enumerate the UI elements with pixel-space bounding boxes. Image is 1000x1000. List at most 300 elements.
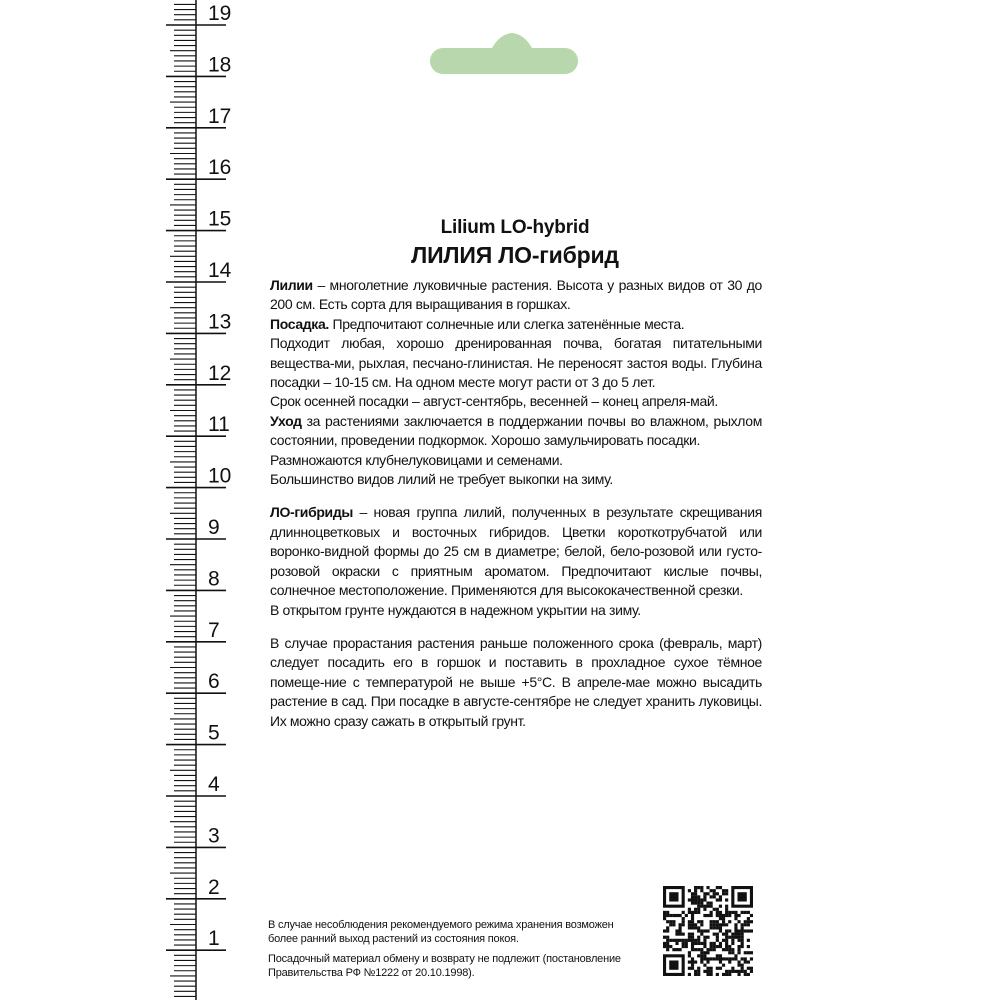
care-text: за растениями заключается в поддержании почвы во влажном, рыхлом состоянии, проведении подкормок. Хорошо замульчировать посадки. — [270, 412, 762, 449]
qr-module — [679, 948, 682, 951]
qr-module — [725, 936, 728, 939]
qr-module — [688, 936, 691, 939]
qr-module — [682, 917, 685, 920]
qr-module — [725, 970, 728, 973]
qr-module — [719, 911, 722, 914]
qr-module — [713, 889, 716, 892]
qr-module — [700, 920, 703, 923]
qr-module — [710, 957, 713, 960]
qr-module — [691, 936, 694, 939]
paragraph-winter: Большинство видов лилий не требует выкопки на зиму. — [270, 471, 613, 488]
qr-module — [737, 920, 740, 923]
qr-module — [722, 914, 725, 917]
qr-module — [734, 954, 737, 957]
qr-module — [731, 970, 734, 973]
qr-module — [731, 942, 734, 945]
ruler-label: 2 — [208, 875, 220, 899]
qr-module — [725, 892, 728, 895]
qr-module — [710, 970, 713, 973]
qr-module — [688, 933, 691, 936]
qr-module — [728, 948, 731, 951]
ruler-label: 9 — [208, 516, 220, 539]
qr-module — [710, 889, 713, 892]
qr-module — [710, 926, 713, 929]
qr-module — [731, 933, 734, 936]
qr-module — [725, 923, 728, 926]
qr-module — [679, 939, 682, 942]
qr-module — [722, 933, 725, 936]
qr-module — [728, 911, 731, 914]
qr-finder — [669, 892, 678, 901]
qr-module — [716, 973, 719, 976]
qr-module — [747, 923, 750, 926]
russian-name: ЛИЛИЯ ЛО-гибрид — [411, 242, 619, 268]
qr-module — [710, 920, 713, 923]
qr-module — [706, 914, 709, 917]
qr-module — [703, 964, 706, 967]
qr-module — [688, 951, 691, 954]
qr-module — [703, 898, 706, 901]
qr-module — [737, 914, 740, 917]
qr-module — [725, 939, 728, 942]
qr-module — [719, 929, 722, 932]
qr-module — [675, 948, 678, 951]
qr-module — [675, 939, 678, 942]
qr-module — [719, 945, 722, 948]
qr-module — [697, 908, 700, 911]
qr-module — [719, 926, 722, 929]
qr-module — [706, 957, 709, 960]
qr-module — [688, 908, 691, 911]
qr-module — [713, 892, 716, 895]
qr-module — [697, 936, 700, 939]
qr-module — [741, 967, 744, 970]
qr-module — [666, 936, 669, 939]
paragraph-planting-time: Срок осенней посадки – август-сентябрь, весенней – конец апреля-май. — [270, 393, 718, 410]
qr-module — [741, 964, 744, 967]
qr-module — [675, 929, 678, 932]
qr-module — [713, 920, 716, 923]
qr-module — [706, 936, 709, 939]
qr-module — [694, 960, 697, 963]
qr-module — [691, 967, 694, 970]
qr-module — [691, 902, 694, 905]
qr-module — [679, 926, 682, 929]
ruler-label: 19 — [208, 2, 232, 25]
qr-module — [675, 942, 678, 945]
qr-module — [728, 970, 731, 973]
qr-module — [710, 948, 713, 951]
qr-module — [688, 967, 691, 970]
qr-module — [747, 917, 750, 920]
qr-module — [688, 973, 691, 976]
qr-module — [737, 945, 740, 948]
qr-module — [744, 973, 747, 976]
paragraph-soil: Подходит любая, хорошо дренированная почва, богатая питательными вещества-ми, рыхлая, песчано-глинистая. Не переносят застоя воды. Глубина посадки – 10-15 см. На одном месте могут расти от 3 до 5 лет. — [270, 335, 762, 391]
qr-module — [734, 929, 737, 932]
qr-module — [700, 954, 703, 957]
paragraph-lo-hybrids — [270, 503, 762, 600]
qr-module — [728, 951, 731, 954]
qr-module — [694, 923, 697, 926]
qr-module — [719, 942, 722, 945]
qr-module — [663, 929, 666, 932]
qr-module — [703, 908, 706, 911]
qr-module — [737, 964, 740, 967]
qr-module — [728, 914, 731, 917]
qr-module — [731, 967, 734, 970]
qr-module — [725, 889, 728, 892]
qr-module — [722, 973, 725, 976]
qr-module — [672, 920, 675, 923]
qr-module — [700, 951, 703, 954]
qr-finder — [737, 892, 746, 901]
qr-module — [747, 945, 750, 948]
qr-module — [731, 957, 734, 960]
qr-module — [710, 902, 713, 905]
qr-module — [694, 892, 697, 895]
qr-module — [737, 948, 740, 951]
qr-module — [685, 942, 688, 945]
qr-module — [734, 914, 737, 917]
qr-module — [706, 902, 709, 905]
qr-module — [703, 905, 706, 908]
qr-module — [713, 926, 716, 929]
qr-module — [741, 933, 744, 936]
qr-module — [691, 923, 694, 926]
qr-module — [691, 895, 694, 898]
qr-module — [675, 914, 678, 917]
qr-module — [747, 967, 750, 970]
qr-module — [750, 920, 753, 923]
ruler-label: 6 — [208, 670, 220, 694]
qr-module — [697, 942, 700, 945]
qr-module — [710, 923, 713, 926]
qr-module — [679, 923, 682, 926]
qr-module — [666, 948, 669, 951]
qr-module — [700, 948, 703, 951]
qr-module — [741, 936, 744, 939]
qr-module — [737, 973, 740, 976]
qr-module — [716, 898, 719, 901]
qr-module — [722, 892, 725, 895]
qr-module — [725, 929, 728, 932]
qr-module — [691, 933, 694, 936]
qr-module — [697, 902, 700, 905]
qr-module — [716, 954, 719, 957]
qr-module — [722, 948, 725, 951]
qr-module — [669, 914, 672, 917]
qr-module — [713, 908, 716, 911]
qr-module — [666, 911, 669, 914]
qr-module — [719, 954, 722, 957]
hang-tab-icon — [420, 30, 588, 76]
qr-module — [697, 929, 700, 932]
qr-module — [722, 889, 725, 892]
qr-module — [663, 936, 666, 939]
qr-module — [747, 920, 750, 923]
qr-module — [716, 920, 719, 923]
qr-module — [706, 951, 709, 954]
qr-module — [700, 905, 703, 908]
qr-module — [694, 926, 697, 929]
qr-code-icon[interactable] — [663, 886, 753, 976]
qr-module — [691, 914, 694, 917]
qr-module — [697, 939, 700, 942]
qr-module — [703, 929, 706, 932]
qr-module — [672, 939, 675, 942]
product-title-block — [268, 216, 762, 270]
qr-module — [688, 939, 691, 942]
ruler-label: 5 — [208, 721, 220, 745]
qr-module — [710, 911, 713, 914]
qr-module — [666, 942, 669, 945]
ruler-label: 11 — [208, 413, 230, 437]
qr-module — [688, 889, 691, 892]
ruler-label: 15 — [208, 207, 232, 231]
paragraph-care — [270, 412, 762, 451]
qr-module — [725, 945, 728, 948]
paragraph-shelter: В открытом грунте нуждаются в надежном укрытии на зиму. — [270, 601, 641, 618]
qr-module — [716, 933, 719, 936]
qr-module — [731, 939, 734, 942]
qr-module — [700, 929, 703, 932]
qr-module — [697, 898, 700, 901]
qr-module — [744, 957, 747, 960]
lo-hybrids-text: – новая группа лилий, полученных в результате скрещивания длинноцветковых и восточных гибридов. Цветки короткотрубчатой или воронко-видной формы до 25 см в диаметре; белой, бело-розовой или густо-розовой окраски с приятным ароматом. Предпочитают кислые почвы, солнечное местоположение. Применяются для высококачественной срезки. — [270, 504, 762, 599]
qr-module — [688, 898, 691, 901]
qr-module — [737, 960, 740, 963]
storage-note: В случае несоблюдения рекомендуемого режима хранения возможен более ранний выход растений из состояния покоя. — [268, 919, 614, 945]
qr-module — [747, 929, 750, 932]
qr-module — [694, 889, 697, 892]
qr-module — [703, 914, 706, 917]
ruler-label: 17 — [208, 104, 232, 128]
qr-module — [697, 920, 700, 923]
qr-module — [682, 939, 685, 942]
qr-module — [700, 898, 703, 901]
ruler-label: 18 — [208, 53, 232, 77]
paragraph-propagation: Размножаются клубнелуковицами и семенами. — [270, 451, 563, 468]
qr-module — [725, 948, 728, 951]
qr-module — [716, 892, 719, 895]
qr-module — [663, 942, 666, 945]
qr-module — [682, 945, 685, 948]
footer-notes — [268, 918, 628, 986]
qr-module — [700, 942, 703, 945]
qr-module — [700, 889, 703, 892]
qr-module — [697, 895, 700, 898]
qr-module — [700, 957, 703, 960]
qr-module — [737, 939, 740, 942]
qr-module — [672, 923, 675, 926]
qr-module — [688, 926, 691, 929]
qr-module — [694, 886, 697, 889]
qr-module — [744, 929, 747, 932]
qr-module — [722, 939, 725, 942]
qr-module — [716, 886, 719, 889]
qr-module — [728, 920, 731, 923]
qr-module — [737, 970, 740, 973]
qr-module — [716, 939, 719, 942]
qr-module — [706, 905, 709, 908]
qr-module — [719, 957, 722, 960]
qr-module — [700, 960, 703, 963]
qr-module — [691, 960, 694, 963]
qr-module — [697, 926, 700, 929]
qr-module — [731, 951, 734, 954]
qr-module — [706, 970, 709, 973]
qr-module — [716, 957, 719, 960]
qr-module — [744, 923, 747, 926]
qr-module — [734, 936, 737, 939]
qr-module — [710, 945, 713, 948]
qr-module — [700, 933, 703, 936]
qr-module — [725, 908, 728, 911]
ruler-label: 8 — [208, 567, 220, 591]
qr-module — [685, 939, 688, 942]
qr-module — [744, 911, 747, 914]
qr-module — [703, 895, 706, 898]
qr-module — [691, 957, 694, 960]
qr-module — [669, 920, 672, 923]
qr-module — [719, 898, 722, 901]
qr-module — [716, 926, 719, 929]
qr-module — [703, 936, 706, 939]
ruler-label: 14 — [208, 259, 232, 282]
ruler-label: 7 — [208, 618, 220, 642]
qr-module — [713, 957, 716, 960]
qr-module — [731, 936, 734, 939]
qr-module — [722, 964, 725, 967]
qr-module — [734, 917, 737, 920]
qr-module — [741, 923, 744, 926]
qr-module — [710, 973, 713, 976]
qr-module — [706, 929, 709, 932]
qr-module — [744, 960, 747, 963]
qr-module — [682, 933, 685, 936]
qr-module — [713, 895, 716, 898]
qr-module — [725, 933, 728, 936]
qr-module — [744, 970, 747, 973]
qr-module — [728, 957, 731, 960]
qr-module — [719, 905, 722, 908]
qr-module — [697, 970, 700, 973]
qr-module — [691, 948, 694, 951]
planting-heading: Посадка. — [270, 315, 329, 332]
qr-module — [713, 933, 716, 936]
qr-module — [728, 945, 731, 948]
qr-module — [697, 905, 700, 908]
qr-module — [719, 914, 722, 917]
qr-module — [716, 967, 719, 970]
qr-module — [694, 939, 697, 942]
qr-module — [744, 920, 747, 923]
qr-module — [703, 954, 706, 957]
qr-module — [710, 914, 713, 917]
qr-module — [675, 933, 678, 936]
qr-module — [694, 973, 697, 976]
qr-module — [703, 892, 706, 895]
qr-module — [703, 942, 706, 945]
qr-module — [734, 933, 737, 936]
qr-module — [706, 973, 709, 976]
paragraph-early-sprouting: В случае прорастания растения раньше положенного срока (февраль, март) следует посадить его в горшок и поставить в прохладное сухое тёмное помеще-ние с температурой не выше +5°С. В апреле-мае можно высадить растение в сад. При посадке в августе-сентябре не следует хранить луковицы. Их можно сразу сажать в открытый грунт. — [270, 634, 762, 729]
qr-module — [672, 914, 675, 917]
qr-module — [691, 911, 694, 914]
qr-module — [710, 905, 713, 908]
qr-module — [697, 948, 700, 951]
ruler-label: 1 — [208, 927, 220, 951]
qr-module — [734, 970, 737, 973]
qr-module — [697, 911, 700, 914]
qr-module — [728, 936, 731, 939]
qr-module — [703, 945, 706, 948]
qr-module — [703, 957, 706, 960]
qr-module — [694, 902, 697, 905]
qr-module — [697, 954, 700, 957]
qr-module — [722, 920, 725, 923]
ruler-label: 16 — [208, 156, 232, 180]
qr-module — [688, 960, 691, 963]
qr-module — [737, 933, 740, 936]
qr-module — [710, 967, 713, 970]
qr-module — [694, 970, 697, 973]
lilies-heading: Лилии — [270, 277, 313, 293]
qr-module — [725, 911, 728, 914]
qr-module — [697, 973, 700, 976]
qr-module — [679, 914, 682, 917]
qr-module — [713, 948, 716, 951]
qr-module — [725, 905, 728, 908]
qr-module — [666, 929, 669, 932]
qr-module — [716, 923, 719, 926]
qr-module — [688, 911, 691, 914]
qr-module — [725, 942, 728, 945]
qr-module — [663, 914, 666, 917]
return-note: Посадочный материал обмену и возврату не подлежит (постановление Правительства РФ №1222 от 20.10.1998). — [268, 953, 621, 979]
qr-module — [691, 942, 694, 945]
qr-module — [706, 967, 709, 970]
qr-module — [741, 939, 744, 942]
qr-module — [719, 917, 722, 920]
latin-name: Lilium LO-hybrid — [440, 217, 590, 238]
planting-text: Предпочитают солнечные или слегка затенённые места. — [328, 315, 685, 332]
qr-module — [747, 951, 750, 954]
qr-module — [669, 923, 672, 926]
qr-module — [688, 954, 691, 957]
qr-module — [694, 895, 697, 898]
ruler-label: 13 — [208, 310, 232, 334]
measuring-ruler — [0, 0, 240, 1000]
qr-module — [750, 957, 753, 960]
qr-module — [706, 960, 709, 963]
care-heading: Уход — [270, 412, 302, 429]
qr-module — [741, 957, 744, 960]
qr-module — [694, 908, 697, 911]
qr-module — [728, 973, 731, 976]
qr-module — [741, 929, 744, 932]
qr-module — [713, 942, 716, 945]
qr-module — [747, 939, 750, 942]
qr-module — [719, 960, 722, 963]
qr-module — [713, 923, 716, 926]
qr-module — [703, 939, 706, 942]
qr-module — [694, 898, 697, 901]
paragraph-planting — [270, 315, 762, 334]
qr-module — [750, 929, 753, 932]
qr-module — [697, 886, 700, 889]
